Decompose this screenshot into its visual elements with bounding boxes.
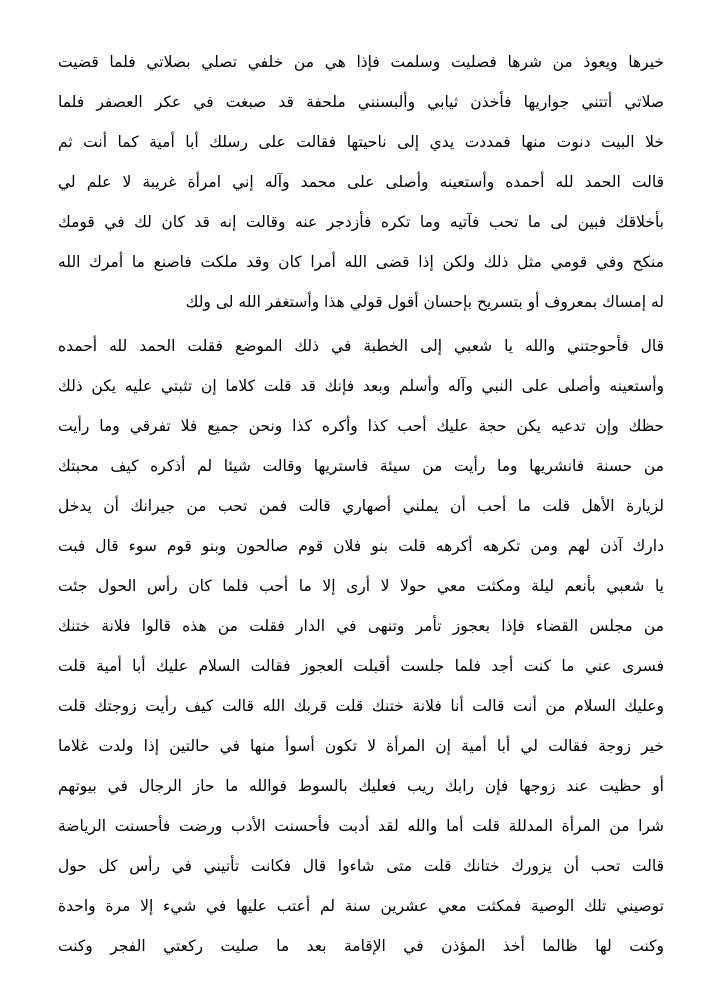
text-line: وعليك السلام من أنت قالت أنا فلانة ختنك قلت قربك الله قالت كيف رأيت زوجتك قلت [58, 697, 664, 715]
text-line: بأخلاقك فبين لى ما تحب فآتيه وما تكره فأزدجر عنه وقالت إنه قد كان لك في قومك [58, 213, 664, 231]
paragraph-1 [58, 42, 664, 322]
text-line: قال فأحوجتني والله يا شعبي إلى الخطبة في ذلك الموضع فقلت الحمد لله أحمده [58, 337, 664, 355]
text-line: خيرها ويعوذ من شرها فصليت وسلمت فإذا هي من خلفي تصلي بصلاتي فلما قضيت [58, 53, 664, 71]
text-line: شرا من المرأة المدللة قلت أما والله لقد أدبت فأحسنت الأدب ورضت فأحسنت الرياضة [58, 817, 664, 835]
text-line: لزيارة الأهل قلت ما أحب أن يملني أصهاري قالت فمن تحب من جيرانك أن يدخل [58, 497, 664, 515]
text-line: من مجلس القضاء فإذا بعجوز تأمر وتنهى في الدار فقلت من هذه قالوا فلانة ختنك [58, 617, 664, 635]
text-line: منكح وفي قومي مثل ذلك ولكن إذا قضى الله أمرا كان وقد ملكت فاصنع ما أمرك الله [58, 253, 664, 271]
text-line: خلا البيت دنوت منها فمددت يدي إلى ناحيتها فقالت على رسلك أبا أمية كما أنت ثم [58, 133, 664, 151]
text-line: توصيني تلك الوصية فمكثت معي عشرين سنة لم أعتب عليها في شيء إلا مرة واحدة [58, 897, 664, 915]
text-line: من حسنة فانشريها وما رأيت من سيئة فاستريها وقالت شيئا لم أذكره كيف محبتك [58, 457, 664, 475]
text-line: وأستعينه وأصلى على النبي وآله وأسلم وبعد فإنك قد قلت كلاما إن تثبتي عليه يكن ذلك [58, 377, 664, 395]
paragraph-2 [58, 326, 664, 966]
text-line: حظك وإن تدعيه يكن حجة عليك أحب كذا وأكره كذا ونحن جميع فلا تفرقي وما رأيت [58, 417, 664, 435]
text-line: أو حظيت عند زوجها فإن رابك ريب فعليك بالسوط فوالله ما حاز الرجال في بيوتهم [58, 777, 664, 795]
text-line: يا شعبي بأنعم ليلة ومكثت معي حولا لا أرى إلا ما أحب فلما كان رأس الحول جئت [58, 577, 664, 595]
text-line-last: له إمساك بمعروف أو بتسريح بإحسان أقول قولي هذا وأستغفر الله لى ولك [185, 293, 664, 311]
text-line: دارك آذن لهم ومن تكرهه أكرهه قلت بنو فلان قوم صالحون وبنو قوم سوء قال فبت [58, 537, 664, 555]
text-line: قالت الحمد لله أحمده وأستعينه وأصلى على محمد وآله إني امرأة غريبة لا علم لي [58, 173, 664, 191]
text-line: فسرى عني ما كنت أجد فلما جلست أقبلت العجوز فقالت السلام عليك أبا أمية قلت [58, 657, 664, 675]
text-line: وكنت لها ظالما أخذ المؤذن في الإقامة بعد ما صليت ركعتي الفجر وكنت [58, 937, 664, 955]
text-line: صلاتي أتتني جواريها فأخذن ثيابي وألبسنني ملحفة قد صبغت في عكر العصفر فلما [58, 93, 664, 111]
text-line: خير زوجة فقالت لي أبا أمية إن المرأة لا تكون أسوأ منها في حالتين إذا ولدت غلاما [58, 737, 664, 755]
text-line: قالت تحب أن يزورك ختانك قلت متى شاءوا قال فكانت تأتيني في رأس كل حول [58, 857, 664, 875]
